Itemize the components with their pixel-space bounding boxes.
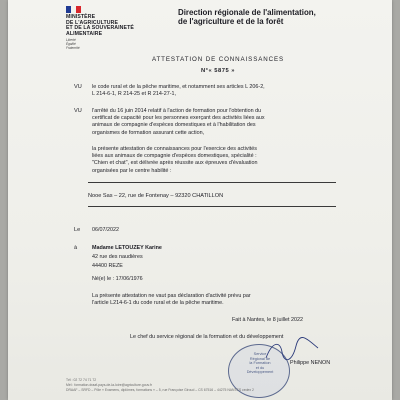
training-center: Nooe Sas – 22, rue de Fontenay – 92320 CHATILLON [88, 193, 224, 199]
footer-email: Mél : formation.draaf-pays-de-la-loire@agriculture.gouv.fr [66, 383, 152, 387]
date-value: 06/07/2022 [92, 227, 119, 233]
attestation-number: N°« 5875 » [200, 68, 236, 74]
recipient-address-line: 44400 REZE [92, 263, 123, 269]
recipient-prefix: à [74, 245, 78, 251]
direction-title: Direction régionale de l'alimentation, de l'agriculture et de la forêt [178, 8, 316, 26]
attestation-heading: ATTESTATION DE CONNAISSANCES [151, 56, 285, 63]
vu-label: VU [74, 84, 82, 90]
divider [88, 206, 336, 207]
republic-motto: Liberté Égalité Fraternité [66, 38, 80, 50]
footer-address: DRAAF – SRFD – Pôle « Examens, diplômes, formations » – 5, rue Françoise Giroud – CS 67516 – 44275 NANTES cedex 2 [66, 388, 254, 392]
statement-paragraph: la présente attestation de connaissances pour l'exercice des activités liées aux animaux de compagnie d'espèces domestiques, spécialité : "Chien et chat", est délivrée après réussite aux épreuves d'évaluation organisées par le centre habilité : [92, 146, 258, 174]
recipient-name: Madame LETOUZEY Karine [92, 245, 162, 251]
footer-phone: Tél : 02 72 74 71 72 [66, 378, 97, 382]
signer-name: Philippe NENON [290, 360, 331, 366]
place-date: Fait à Nantes, le 8 juillet 2022 [232, 317, 304, 323]
ministry-logo [66, 6, 146, 51]
birth-date: Né(e) le : 17/06/1976 [92, 276, 143, 282]
ministry-name: MINISTÈRE DE L'AGRICULTURE ET DE LA SOUVERAINETÉ ALIMENTAIRE [66, 14, 134, 37]
recipient-address-line: 42 rue des naudières [92, 254, 143, 260]
vu-paragraph: l'arrêté du 16 juin 2014 relatif à l'action de formation pour l'obtention du certificat de capacité pour les personnes exerçant des activités liées aux animaux de compagnie d'espèces domestiques et à l'habilitation des organismes de formation assurant cette action, [92, 108, 265, 136]
date-label: Le [74, 227, 81, 233]
notice-paragraph: La présente attestation ne vaut pas déclaration d'activité prévu par l'article L214-6-1 du code rural et de la pêche maritime. [92, 293, 251, 307]
signatory-role: Le chef du service régional de la formation et du développement [130, 334, 284, 340]
divider [88, 182, 336, 183]
vu-label: VU [74, 108, 82, 114]
seal-text: Service Régional de la Formation et du Développement [246, 352, 274, 375]
marianne-flag-icon [66, 6, 80, 13]
vu-paragraph: le code rural et de la pêche maritime, et notamment ses articles L 206-2, L 214-6-1, R 214-25 et R 214-27-1, [92, 84, 265, 98]
